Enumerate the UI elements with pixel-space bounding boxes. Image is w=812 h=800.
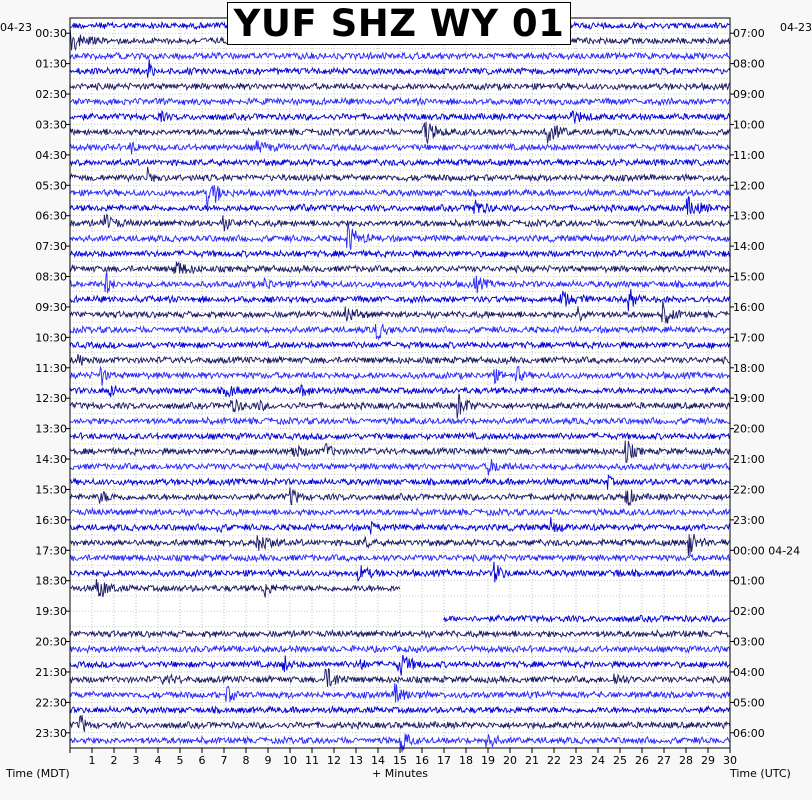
x-tick-label: 9 [264, 754, 272, 767]
y-tick-label-right: 11:00 [733, 148, 765, 162]
y-tick-label-left: 09:30 [35, 300, 67, 314]
y-tick-label-right: 02:00 [733, 605, 765, 619]
y-tick-label-right: 07:00 [733, 27, 765, 41]
x-tick-label: 11 [305, 754, 319, 767]
y-tick-label-left: 08:30 [35, 270, 67, 284]
y-tick-label-right: 03:00 [733, 635, 765, 649]
y-tick-label-right: 04:00 [733, 665, 765, 679]
x-tick-label: 28 [679, 754, 693, 767]
x-axis-title: + Minutes [372, 767, 429, 780]
y-tick-label-right: 20:00 [733, 422, 765, 436]
y-tick-label-left: 06:30 [35, 209, 67, 223]
x-tick-label: 29 [701, 754, 715, 767]
y-tick-label-left: 17:30 [35, 544, 67, 558]
y-tick-label-left: 21:30 [35, 665, 67, 679]
y-tick-label-left: 16:30 [35, 513, 67, 527]
y-tick-label-left: 01:30 [35, 57, 67, 71]
x-tick-label: 16 [415, 754, 429, 767]
x-tick-label: 4 [154, 754, 162, 767]
y-tick-label-left: 11:30 [35, 361, 67, 375]
y-tick-label-left: 03:30 [35, 118, 67, 132]
y-tick-label-left: 10:30 [35, 331, 67, 345]
y-tick-label-left: 14:30 [35, 453, 67, 467]
x-tick-label: 5 [176, 754, 184, 767]
y-tick-label-right: 06:00 [733, 726, 765, 740]
x-tick-label: 15 [393, 754, 407, 767]
y-tick-label-right: 23:00 [733, 513, 765, 527]
y-tick-label-right: 19:00 [733, 392, 765, 406]
y-tick-label-right: 08:00 [733, 57, 765, 71]
y-tick-label-right: 18:00 [733, 361, 765, 375]
x-tick-label: 12 [327, 754, 341, 767]
y-tick-label-right: 21:00 [733, 453, 765, 467]
y-tick-label-right: 14:00 [733, 240, 765, 254]
y-axis-left-title: Time (MDT) [6, 767, 70, 780]
y-tick-label-left: 13:30 [35, 422, 67, 436]
x-tick-label: 17 [437, 754, 451, 767]
x-tick-label: 13 [349, 754, 363, 767]
x-tick-label: 6 [198, 754, 206, 767]
x-tick-label: 10 [283, 754, 297, 767]
y-tick-label-left: 05:30 [35, 179, 67, 193]
y-tick-label-left: 20:30 [35, 635, 67, 649]
y-tick-label-right: 10:00 [733, 118, 765, 132]
y-tick-label-right: 16:00 [733, 300, 765, 314]
y-tick-label-left: 18:30 [35, 574, 67, 588]
x-tick-label: 1 [88, 754, 96, 767]
x-tick-label: 23 [569, 754, 583, 767]
x-tick-label: 24 [591, 754, 605, 767]
y-tick-label-left: 23:30 [35, 726, 67, 740]
x-tick-label: 3 [132, 754, 140, 767]
x-tick-label: 27 [657, 754, 671, 767]
x-tick-label: 14 [371, 754, 385, 767]
y-tick-label-right: 00:00 04-24 [733, 544, 801, 558]
y-tick-label-right: 17:00 [733, 331, 765, 345]
x-tick-label: 22 [547, 754, 561, 767]
x-tick-label: 21 [525, 754, 539, 767]
x-tick-label: 7 [220, 754, 228, 767]
y-tick-label-right: 01:00 [733, 574, 765, 588]
chart-title: YUF SHZ WY 01 [227, 2, 571, 45]
x-tick-label: 26 [635, 754, 649, 767]
date-left-label: 04-23 [0, 21, 32, 34]
x-tick-label: 30 [723, 754, 737, 767]
y-tick-label-left: 07:30 [35, 240, 67, 254]
y-axis-right-title: Time (UTC) [730, 767, 791, 780]
y-tick-label-left: 19:30 [35, 605, 67, 619]
y-tick-label-right: 15:00 [733, 270, 765, 284]
y-tick-label-right: 12:00 [733, 179, 765, 193]
x-tick-label: 20 [503, 754, 517, 767]
x-tick-label: 18 [459, 754, 473, 767]
y-tick-label-left: 15:30 [35, 483, 67, 497]
y-tick-label-right: 13:00 [733, 209, 765, 223]
date-right-label: 04-23 [780, 21, 812, 34]
y-tick-label-right: 05:00 [733, 696, 765, 710]
y-tick-label-left: 02:30 [35, 88, 67, 102]
x-tick-label: 8 [242, 754, 250, 767]
y-tick-label-left: 04:30 [35, 148, 67, 162]
y-tick-label-left: 12:30 [35, 392, 67, 406]
x-tick-label: 19 [481, 754, 495, 767]
x-tick-label: 2 [110, 754, 118, 767]
x-tick-label: 25 [613, 754, 627, 767]
y-tick-label-right: 22:00 [733, 483, 765, 497]
y-tick-label-right: 09:00 [733, 88, 765, 102]
y-tick-label-left: 00:30 [35, 27, 67, 41]
y-tick-label-left: 22:30 [35, 696, 67, 710]
